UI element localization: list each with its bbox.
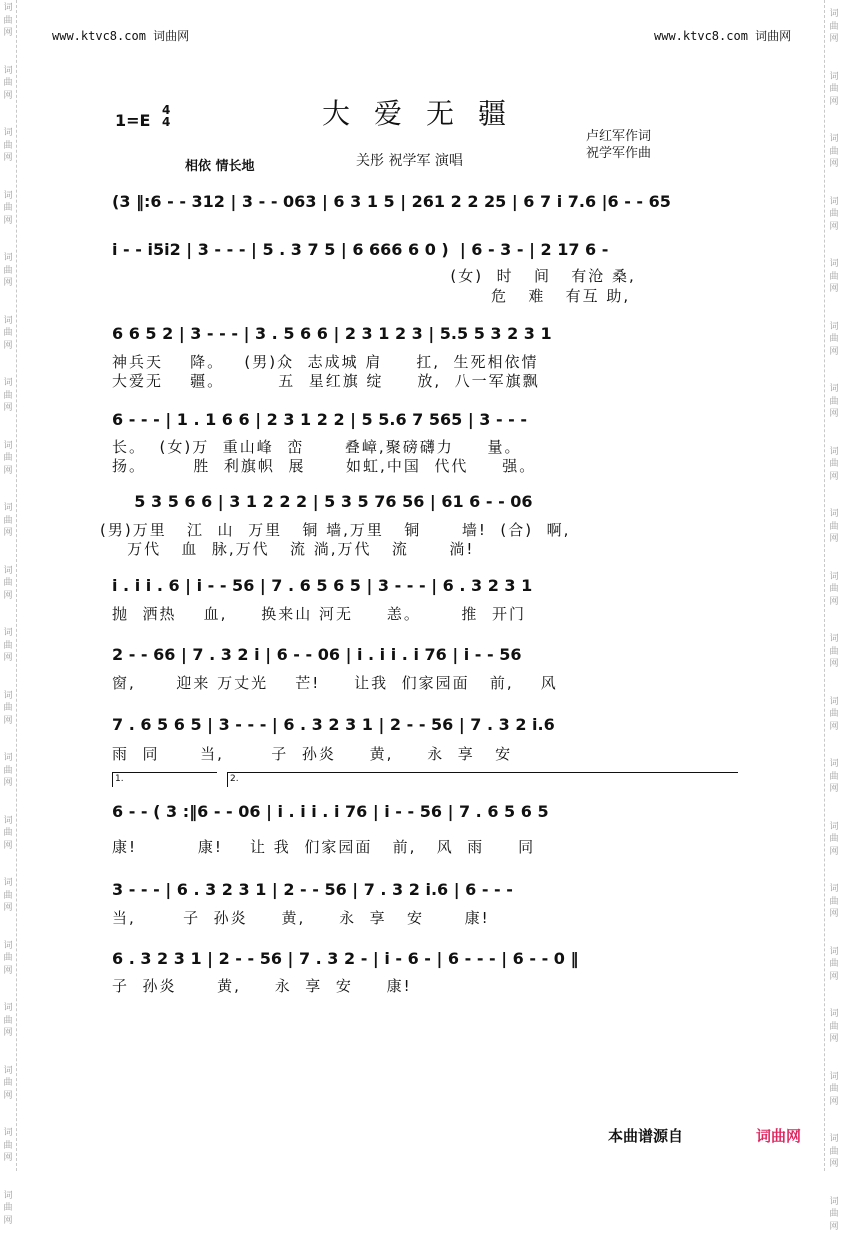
footer-brand-link[interactable]: 词曲网	[756, 1127, 802, 1145]
score-line-4-notes: 6 - - - | 1 . 1 6 6 | 2 3 1 2 2 | 5 5.6 7 565 | 3 - - -	[112, 410, 528, 429]
score-line-11-notes: 6 . 3 2 3 1 | 2 - - 56 | 7 . 3 2 - | i - 6 - | 6 - - - | 6 - - 0 ‖	[112, 949, 579, 968]
footer-source-label: 本曲谱源自	[608, 1127, 684, 1145]
song-title: 大爱无疆	[322, 97, 531, 130]
right-watermark-column: 词 曲 网 词 曲 网 词 曲 网 词 曲 网 词 曲 网 词 曲 网 词 曲 网 词 曲 网 词 曲 网 词 曲 网 词 曲 网 词 曲 网 词 曲 网 词 曲 网 词 曲 网 词 曲 网 词 曲 网 词 曲 网 词 曲 网 词 曲 网	[829, 9, 839, 1232]
lyricist: 卢红军作词	[586, 129, 652, 144]
score-line-8-lyrics-1: 雨 同 当, 子 孙炎 黄, 永 享 安	[112, 745, 513, 763]
header-url-left[interactable]: www.ktvc8.com 词曲网	[52, 29, 190, 43]
score-line-4-lyrics-2: 扬。 胜 利旗帜 展 如虹,中国 代代 强。	[112, 457, 537, 475]
volta-bracket-2	[227, 772, 738, 787]
score-line-5-notes: 5 3 5 6 6 | 3 1 2 2 2 | 5 3 5 76 56 | 61 6 - - 06	[112, 492, 533, 511]
performers: 关彤 祝学军 演唱	[356, 153, 463, 169]
score-line-7-notes: 2 - - 66 | 7 . 3 2 i | 6 - - 06 | i . i i . i 76 | i - - 56	[112, 645, 522, 664]
score-line-2-notes: i - - i5i2 | 3 - - - | 5 . 3 7 5 | 6 666 6 0 ) | 6 - 3 - | 2 17 6 -	[112, 240, 609, 259]
score-line-6-lyrics-1: 抛 洒热 血, 换来山 河无 恙。 推 开门	[112, 605, 526, 623]
key-signature: 1=E	[115, 111, 151, 130]
score-line-5-lyrics-2: 万代 血 脉,万代 流 淌,万代 流 淌!	[100, 540, 475, 558]
score-line-5-lyrics-1: (男)万里 江 山 万里 铜 墙,万里 铜 墙! (合) 啊,	[100, 521, 571, 539]
score-line-2-lyrics-2: 危 难 有互 助,	[112, 287, 631, 305]
composer: 祝学军作曲	[586, 146, 652, 161]
time-signature-top: 4	[162, 103, 171, 117]
score-line-3-lyrics-2: 大爱无 疆。 五 星红旗 绽 放, 八一军旗飘	[112, 372, 540, 390]
score-line-4-lyrics-1: 长。 (女)万 重山峰 峦 叠嶂,聚磅礴力 量。	[112, 438, 522, 456]
credits	[586, 128, 651, 162]
expression-mark: 相依 情长地	[185, 159, 255, 174]
score-line-3-lyrics-1: 神兵天 降。 (男)众 志成城 肩 扛, 生死相依情	[112, 353, 539, 371]
time-signature	[162, 104, 170, 128]
time-signature-bottom: 4	[162, 115, 171, 129]
right-border-line	[824, 0, 825, 1171]
score-line-7-lyrics-1: 窗, 迎来 万丈光 芒! 让我 们家园面 前, 风	[112, 674, 558, 692]
score-line-9-lyrics-1: 康! 康! 让 我 们家园面 前, 风 雨 同	[112, 838, 536, 856]
left-border-line	[16, 0, 17, 1171]
score-line-9-notes: 6 - - ( 3 :‖6 - - 06 | i . i i . i 76 | i - - 56 | 7 . 6 5 6 5	[112, 802, 549, 821]
score-line-10-notes: 3 - - - | 6 . 3 2 3 1 | 2 - - 56 | 7 . 3 2 i.6 | 6 - - -	[112, 880, 513, 899]
score-line-6-notes: i . i i . 6 | i - - 56 | 7 . 6 5 6 5 | 3 - - - | 6 . 3 2 3 1	[112, 576, 533, 595]
left-watermark-column: 词 曲 网 词 曲 网 词 曲 网 词 曲 网 词 曲 网 词 曲 网 词 曲 网 词 曲 网 词 曲 网 词 曲 网 词 曲 网 词 曲 网 词 曲 网 词 曲 网 词 曲 网 词 曲 网 词 曲 网 词 曲 网 词 曲 网 词 曲 网	[3, 3, 13, 1226]
volta-label-2: 2.	[230, 774, 239, 784]
score-line-10-lyrics-1: 当, 子 孙炎 黄, 永 享 安 康!	[112, 909, 490, 927]
volta-label-1: 1.	[115, 774, 124, 784]
score-line-2-lyrics-1: (女) 时 间 有沧 桑,	[112, 267, 636, 285]
header-url-right[interactable]: www.ktvc8.com 词曲网	[654, 29, 792, 43]
volta-bracket-1	[112, 772, 217, 787]
score-line-1-notes: (3 ‖:6 - - 312 | 3 - - 063 | 6 3 1 5 | 261 2 2 25 | 6 7 i 7.6 |6 - - 65	[112, 192, 671, 211]
score-line-11-lyrics-1: 子 孙炎 黄, 永 享 安 康!	[112, 977, 412, 995]
score-line-8-notes: 7 . 6 5 6 5 | 3 - - - | 6 . 3 2 3 1 | 2 - - 56 | 7 . 3 2 i.6	[112, 715, 555, 734]
score-line-3-notes: 6 6 5 2 | 3 - - - | 3 . 5 6 6 | 2 3 1 2 3 | 5.5 5 3 2 3 1	[112, 324, 552, 343]
